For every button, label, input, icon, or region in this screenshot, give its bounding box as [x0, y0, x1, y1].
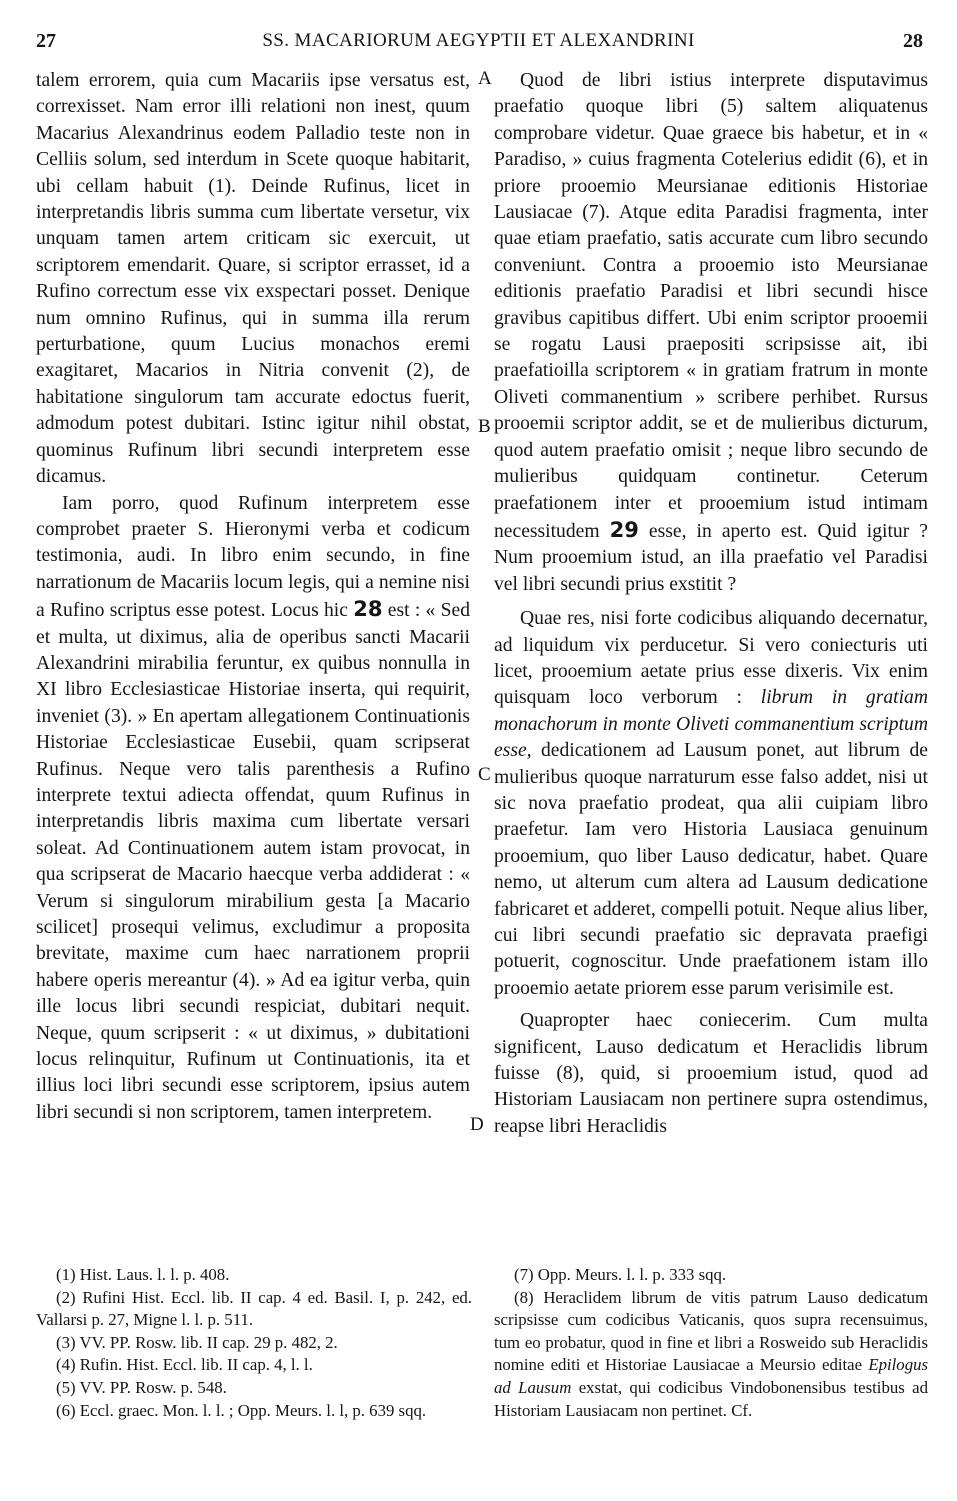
right-paragraph-1-text-b: esse, in aperto est. Quid igitur ? Num prooemium istud, an illa praefatio vel Paradisi vel libri secundi prius exstitit ?	[494, 520, 928, 595]
right-paragraph-2-text-a: Quae res, nisi forte codicibus aliquando decernatur, ad liquidum vix perducetur. Si vero coniecturis uti licet, prooemium aetate prius esse dixeris. Vix enim quisquam loco verborum :	[494, 608, 928, 709]
footnote-3: (3) VV. PP. Rosw. lib. II cap. 29 p. 482, 2.	[56, 1332, 338, 1352]
footnote-2: (2) Rufini Hist. Eccl. lib. II cap. 4 ed. Basil. I, p. 242, ed. Vallarsi p. 27, Migne l. l. p. 511.	[36, 1287, 472, 1330]
footnotes-left	[36, 1264, 472, 1422]
column-number-29: 29	[609, 517, 639, 542]
left-paragraph-2-text-b: est : « Sed et multa, ut diximus, alia de operibus sancti Macarii Alexandrini mirabilia feruntur, ex quibus nonnulla in XI libro Ecclesiasticae Historiae inserta, qui requirit, inveniet (3). » En apertam allegationem Continuationis Historiae Ecclesiasticae Eusebii, quam scripserat Rufinus. Neque vero talis parenthesis a Rufino interprete textui adiecta offendat, quum Rufinus in interpretandis libris maxima cum libertate versari soleat. Ad Continuationem autem istam provocat, in qua scripserat de Macario haecque verba addiderat : « Verum si singulorum mirabilium gesta [a Macario scilicet] prosequi velimus, excludimur a proposita brevitate, maxime cum haec narrationem proprii habere operis mereantur (4). » Ad ea igitur verba, quin ille locus libri secundi respiciat, dubitari nequit. Neque, quum scripserit : « ut diximus, » dubitationi locus relinquitur, Rufinum ut Continuationis, ita et illius loci libri secundi esse scriptorem, ipsius autem libri secundi si non scriptorem, tamen interpretem.	[36, 600, 471, 1123]
left-paragraph-2-text-a: Iam porro, quod Rufinum interpretem esse comprobet praeter S. Hieronymi verba et codicum testimonia, audi. In libro enim secundo, in fine narrationum de Macariis locum legis, qui a nemine nisi a Rufino scriptus esse potest. Locus hic	[36, 492, 470, 622]
margin-letter-d: D	[470, 1114, 484, 1135]
right-paragraph-3: Quapropter haec coniecerim. Cum multa significent, Lauso dedicatum et Heraclidis librum fuisse (8), quid, si prooemium istud, quod ad Historiam Lausiacam non pertinere supra ostendimus, reapse libri Heraclidis	[494, 1010, 928, 1137]
margin-letter-a: A	[478, 68, 492, 89]
left-column	[36, 68, 470, 1126]
page-number-left: 27	[36, 30, 56, 52]
footnote-8-italic: Epilogus ad Lausum	[494, 1355, 929, 1397]
footnote-1: (1) Hist. Laus. l. l. p. 408.	[56, 1265, 230, 1284]
footnote-8-text-b: exstat, qui codicibus Vindobonensibus testibus ad Historiam Lausiacam non pertinet. Cf.	[494, 1377, 928, 1420]
left-paragraph-1: talem errorem, quia cum Macariis ipse versatus est, correxisset. Nam error illi relationi non inest, quum Macarius Alexandrinus eodem Palladio teste non in Celliis solum, sed interdum in Scete quoque habitarit, ubi cellam habuit (1). Deinde Rufinus, licet in interpretandis libris summa cum libertate versetur, vix unquam tamen artem criticam sic exercuit, ut scriptorem emendarit. Quare, si scriptor errasset, id a Rufino correctum esse vix exspectari posset. Denique num omnino Rufinus, qui in summa illa rerum perturbatione, quum Lucius monachos eremi exagitaret, Macarios in Nitria convenit (2), de habitatione singulorum tam accurate edoctus fuerit, admodum potest dubitari. Istinc igitur nihil obstat, quominus Rufinum libri secundi interpretem esse dicamus.	[36, 70, 470, 488]
right-column	[494, 68, 928, 1140]
footnote-4: (4) Rufin. Hist. Eccl. lib. II cap. 4, l. l.	[56, 1355, 313, 1375]
footnote-6: (6) Eccl. graec. Mon. l. l. ; Opp. Meurs. l. l, p. 639 sqq.	[56, 1400, 427, 1420]
footnote-8	[494, 1287, 928, 1423]
left-paragraph-2	[36, 491, 470, 1127]
page-header	[0, 30, 957, 58]
running-title: SS. MACARIORUM AEGYPTII ET ALEXANDRINI	[262, 30, 695, 51]
footnote-7: (7) Opp. Meurs. l. l. p. 333 sqq.	[514, 1265, 727, 1284]
margin-letter-c: C	[478, 764, 491, 785]
footnote-5: (5) VV. PP. Rosw. p. 548.	[56, 1377, 227, 1397]
footnotes-right	[494, 1264, 928, 1422]
page-number-right: 28	[903, 30, 923, 52]
column-number-28: 28	[353, 597, 383, 622]
right-paragraph-2-quotation: librum in gratiam monachorum in monte Oliveti commanentium scriptum esse,	[494, 687, 928, 762]
margin-letter-b: B	[478, 416, 491, 437]
right-paragraph-2-text-b: dedicationem ad Lausum ponet, aut librum de mulieribus quoque narraturum esse falso addet, nisi ut sic nova praefatio prodeat, qua alii cuipiam libro praefetur. Iam vero Historia Lausiaca genuinum prooemium, quo liber Lauso dedicatur, habet. Quare nemo, ut alterum cum altera ad Lausum dedicatione fabricaret et adderet, compelli potuit. Neque alius liber, cui libri secundi praefatio sic depravata praefigi potuerit, cognoscitur. Unde praefationem istam illo prooemio aetate priorem esse parum verisimile est.	[494, 740, 928, 999]
right-paragraph-1	[494, 68, 928, 598]
right-paragraph-1-text-a: Quod de libri istius interprete disputavimus praefatio quoque libri (5) saltem aliquatenus comprobare videtur. Quae graece bis habetur, et in « Paradiso, » cuius fragmenta Cotelerius edidit (6), et in priore prooemio Meursianae editionis Historiae Lausiacae (7). Atque edita Paradisi fragmenta, inter quae etiam praefatio, satis accurate cum libro secundo conveniunt. Contra a prooemio isto Meursianae editionis praefatio Paradisi et libri secundi hisce gravibus capitibus differt. Ubi enim scriptor prooemii se rogatu Lausi praepositi scripsisse ait, ibi praefatioilla scriptorem « in gratiam fratrum in monte Oliveti commanentium » scribere perhibet. Rursus prooemii scriptor addit, se et de mulieribus dicturum, quod autem praefatio omisit ; neque libro secundo de mulieribus quidquam continetur. Ceterum praefationem inter et prooemium istud intimam necessitudem	[494, 70, 928, 542]
right-paragraph-2	[494, 606, 928, 1002]
footnote-8-text-a: (8) Heraclidem librum de vitis patrum Lauso dedicatum scripsisse cum codicibus Vaticanis, quos supra recensuimus, tum eo probatur, quod in fine et libri a Rosweido sub Heraclidis nomine editi et Historiae Lausiacae a Meursio editae	[494, 1287, 928, 1375]
